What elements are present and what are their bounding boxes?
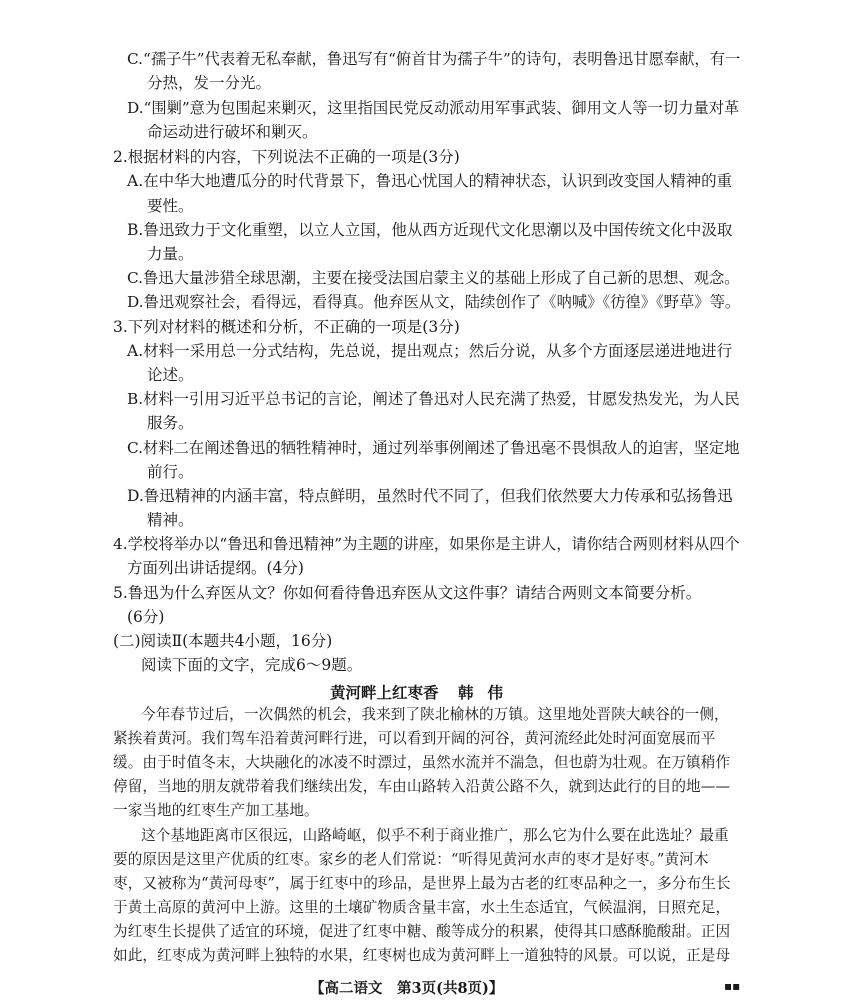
q3-option-c-line1: C.材料二在阐述鲁迅的牺牲精神时，通过列举事例阐述了鲁迅毫不畏惧敌人的迫害，坚定地 <box>127 439 740 457</box>
q2-option-d-line1: D.鲁迅观察社会，看得远，看得真。他弃医从文，陆续创作了《呐喊》《彷徨》《野草》等。 <box>127 293 741 311</box>
article-p2-line4: 于黄土高原的黄河中上游。这里的土壤矿物质含量丰富，水土生态适宜，气候温润，日照充足， <box>113 899 731 916</box>
article-p2-line5: 为红枣生长提供了适宜的环境，促进了红枣中糖、酸等成分的积累，使得其口感酥脆酸甜。正因 <box>113 923 731 940</box>
q3-option-d-line2: 精神。 <box>147 511 194 529</box>
q1-option-c-line1: C.“孺子牛”代表着无私奉献，鲁迅写有“俯首甘为孺子牛”的诗句，表明鲁迅甘愿奉献，有一 <box>127 50 741 68</box>
section2-instruction: 阅读下面的文字，完成6～9题。 <box>141 656 363 674</box>
q2-option-b-line1: B.鲁迅致力于文化重塑，以立人立国，他从西方近现代文化思潮以及中国传统文化中汲取 <box>127 221 733 239</box>
q3-option-c-line2: 前行。 <box>147 463 194 481</box>
article-p1-line5: 一家当地的红枣生产加工基地。 <box>113 802 319 819</box>
article-p1-line3: 缓。由于时值冬末，大块融化的冰凌不时漂过，虽然水流并不湍急，但也蔚为壮观。在万镇稍作 <box>113 754 731 771</box>
q4-line1: 4.学校将举办以“鲁迅和鲁迅精神”为主题的讲座，如果你是主讲人，请你结合两则材料从四个 <box>113 535 740 553</box>
q2-option-a-line2: 要性。 <box>147 197 194 215</box>
section2-heading: (二)阅读Ⅱ(本题共4小题，16分) <box>113 632 333 650</box>
q3-stem: 3.下列对材料的概述和分析，不正确的一项是(3分) <box>113 318 460 336</box>
article-title: 黄河畔上红枣香 <box>330 683 439 702</box>
article-p2-line2: 要的原因是这里产优质的红枣。家乡的老人们常说：“听得见黄河水声的枣才是好枣。”黄河木 <box>113 851 709 868</box>
q3-option-b-line1: B.材料一引用习近平总书记的言论，阐述了鲁迅对人民充满了热爱，甘愿发热发光，为人民 <box>127 390 740 408</box>
q2-option-a-line1: A.在中华大地遭瓜分的时代背景下，鲁迅心忧国人的精神状态，认识到改变国人精神的重 <box>127 172 733 190</box>
q3-option-d-line1: D.鲁迅精神的内涵丰富，特点鲜明，虽然时代不同了，但我们依然要大力传承和弘扬鲁迅 <box>127 487 733 505</box>
q3-option-a-line1: A.材料一采用总一分式结构，先总说，提出观点；然后分说，从多个方面逐层递进地进行 <box>127 342 733 360</box>
q4-line2: 方面列出讲话提纲。(4分) <box>127 559 304 577</box>
q3-option-a-line2: 论述。 <box>147 366 194 384</box>
q5-line1: 5.鲁迅为什么弃医从文？你如何看待鲁迅弃医从文这件事？请结合两则文本简要分析。 <box>113 584 702 602</box>
article-p1-line4: 停留，当地的朋友就带着我们继续出发，车由山路转入沿黄公路不久，就到达此行的目的地—— <box>113 778 731 795</box>
q3-option-b-line2: 服务。 <box>147 414 194 432</box>
article-p1-line1: 今年春节过后，一次偶然的机会，我来到了陕北榆林的万镇。这里地处晋陕大峡谷的一侧， <box>141 706 729 723</box>
q2-stem: 2.根据材料的内容，下列说法不正确的一项是(3分) <box>113 148 460 166</box>
q1-option-d-line1: D.“围剿”意为包围起来剿灭，这里指国民党反动派动用军事武装、御用文人等一切力量对革 <box>127 99 740 117</box>
corner-mark: ▪▪ <box>724 979 741 993</box>
q2-option-b-line2: 力量。 <box>147 245 194 263</box>
article-p2-line3: 枣，又被称为“黄河母枣”，属于红枣中的珍品，是世界上最为古老的红枣品种之一，多分布生长 <box>113 875 731 892</box>
q2-option-c-line1: C.鲁迅大量涉猎全球思潮，主要在接受法国启蒙主义的基础上形成了自己新的思想、观念。 <box>127 269 740 287</box>
article-p2-line1: 这个基地距离市区很远，山路崎岖，似乎不利于商业推广，那么它为什么要在此选址？最重 <box>141 827 729 844</box>
q1-option-c-line2: 分热，发一分光。 <box>147 74 272 92</box>
q5-line2: (6分) <box>127 608 165 626</box>
page-footer: 【高二语文 第3页(共8页)】 <box>310 980 504 997</box>
article-author: 韩伟 <box>458 683 518 702</box>
q1-option-d-line2: 命运动进行破坏和剿灭。 <box>147 123 318 141</box>
article-p1-line2: 紧挨着黄河。我们驾车沿着黄河畔行进，可以看到开阔的河谷，黄河流经此处时河面宽展而平 <box>113 730 716 747</box>
article-p2-line6: 如此，红枣成为黄河畔上独特的水果，红枣树也成为黄河畔上一道独特的风景。可以说，正是母 <box>113 947 731 964</box>
